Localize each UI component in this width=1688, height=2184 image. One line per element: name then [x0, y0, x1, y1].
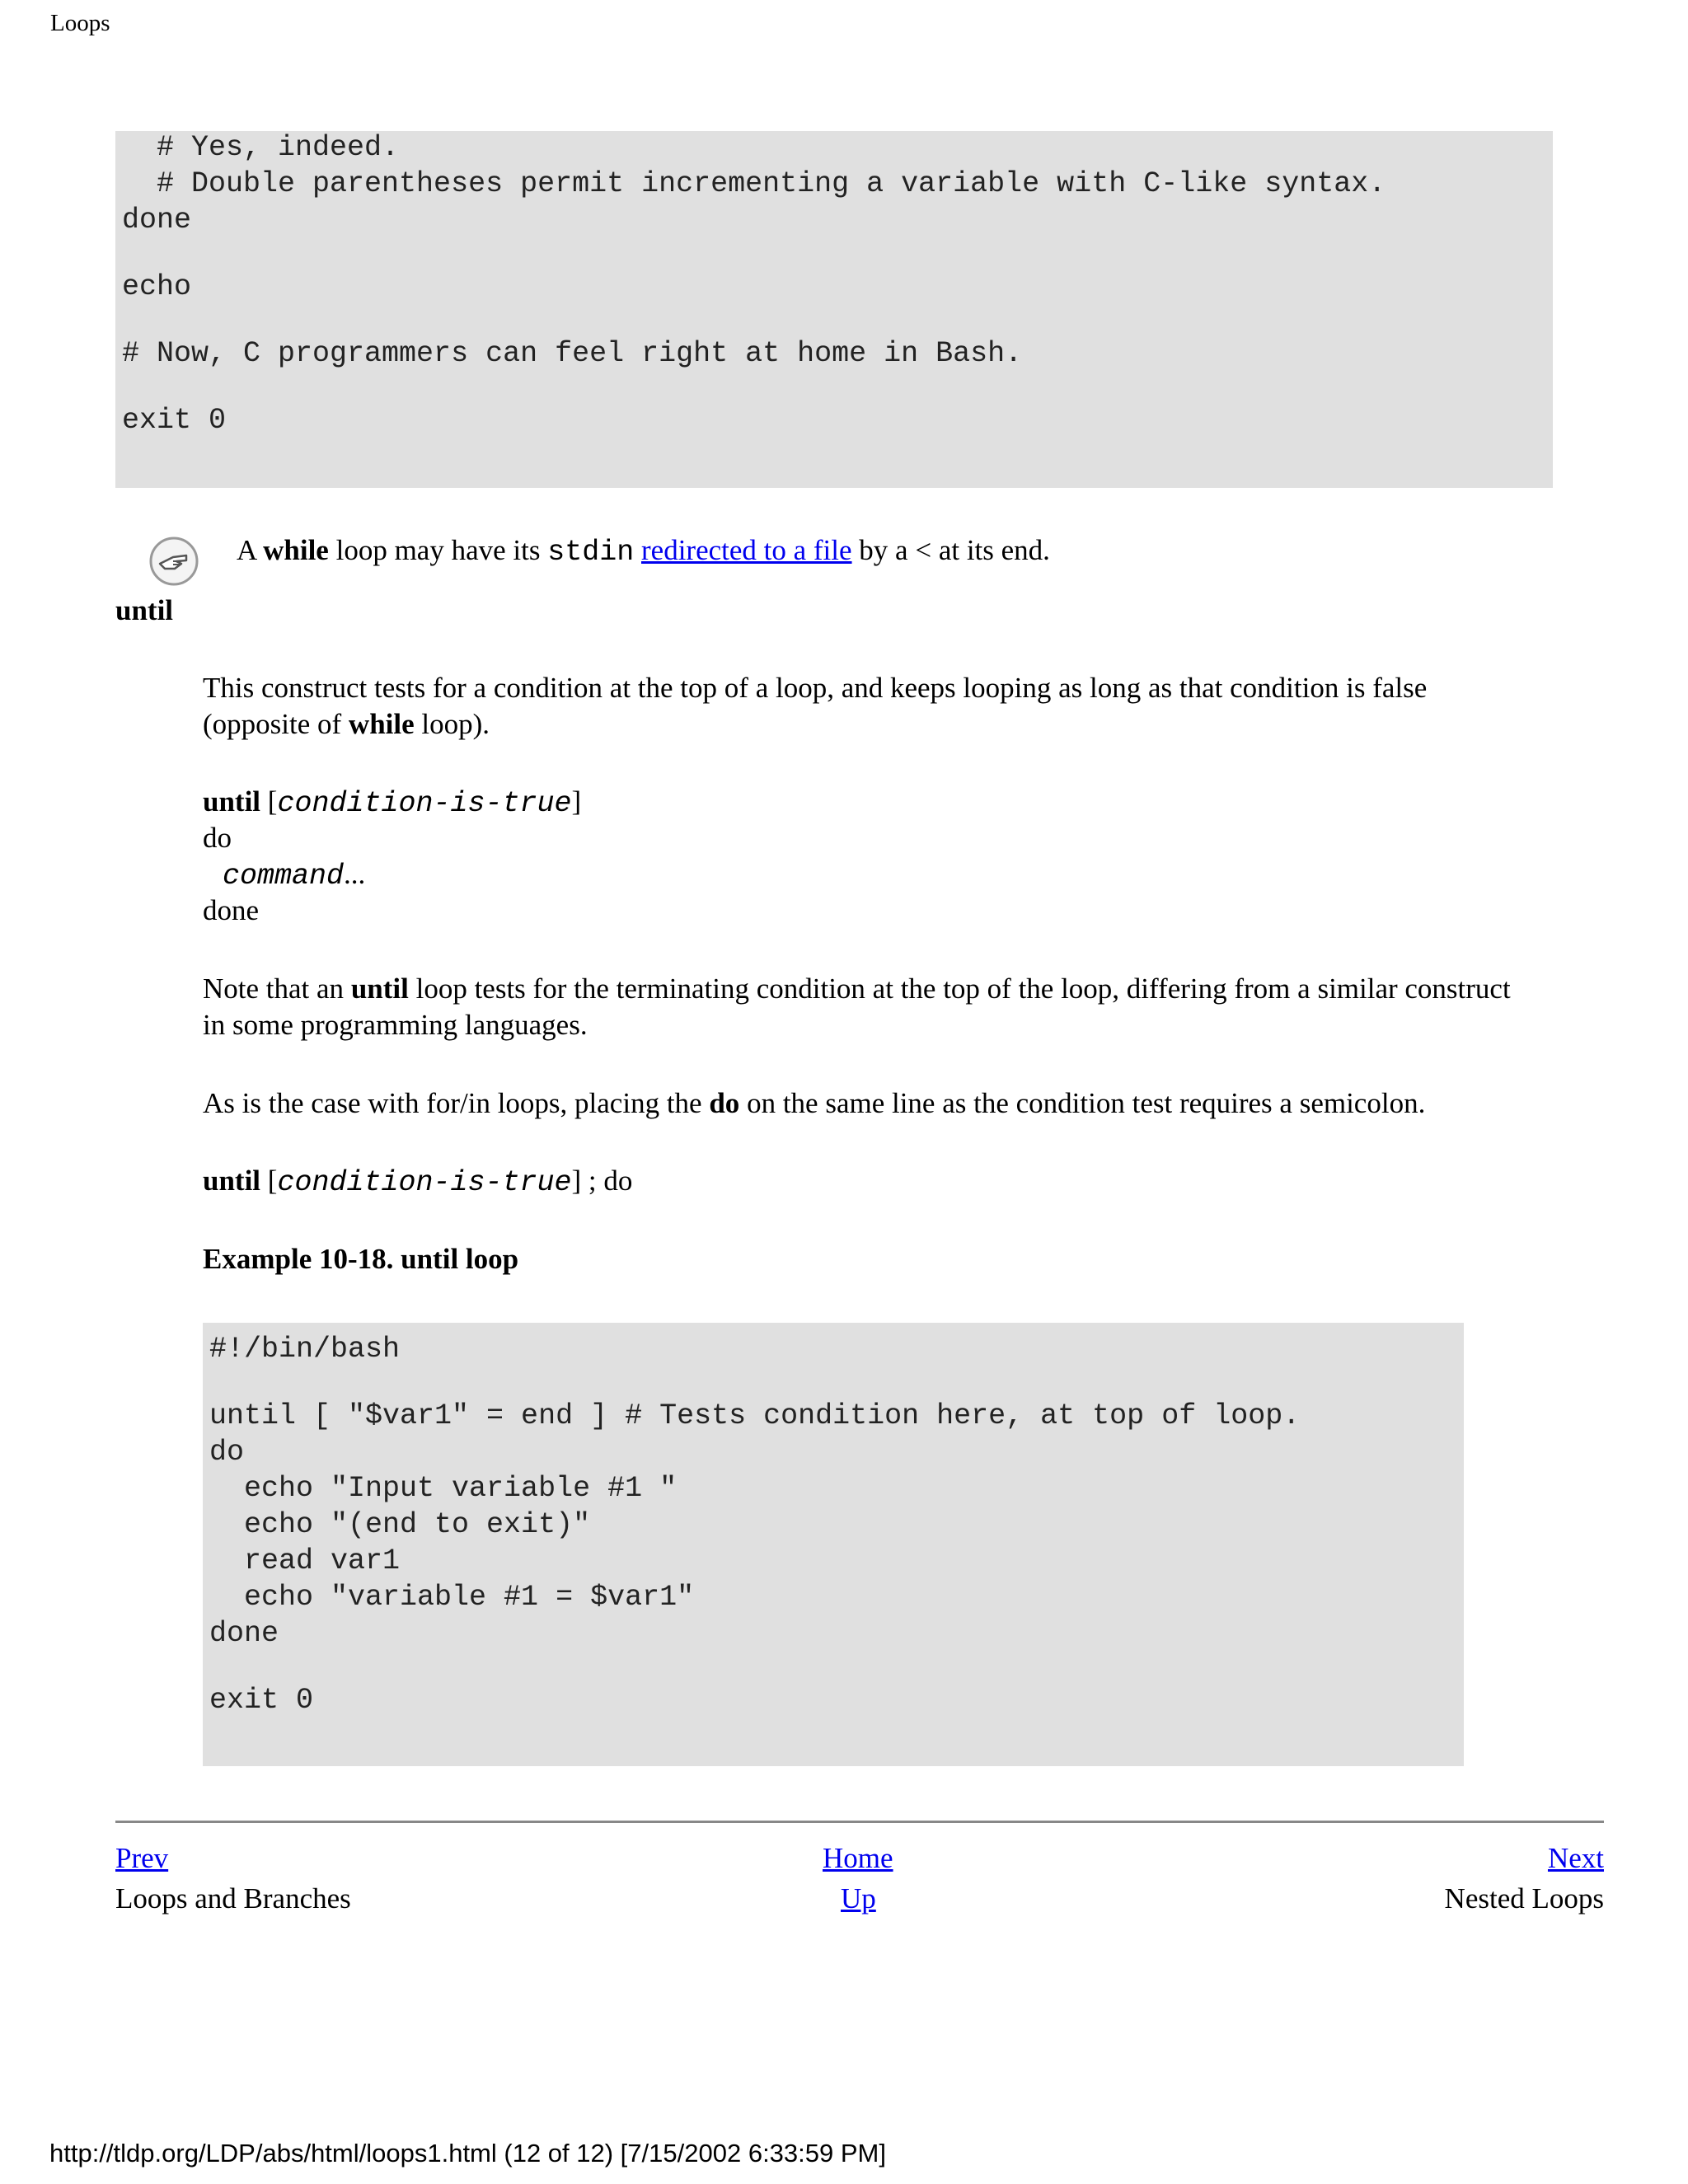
desc-p2-pre: Note that an: [203, 972, 351, 1005]
code-line: do: [209, 1436, 245, 1469]
code-line: read var1: [209, 1544, 401, 1577]
nav-prev-link[interactable]: Prev: [115, 1842, 169, 1874]
code-line: # Yes, indeed.: [122, 131, 400, 164]
until-term: until: [115, 594, 174, 626]
desc-p2-bold: until: [350, 972, 409, 1005]
syntax2-until-kw: until: [203, 1165, 261, 1197]
code-block-example: [203, 1323, 1464, 1766]
code-line: echo: [122, 270, 192, 303]
desc-p1-bold: while: [348, 708, 415, 740]
syntax2-condition: condition-is-true: [277, 1166, 572, 1199]
syntax-ellipsis: ...: [344, 858, 366, 890]
code-line: done: [209, 1617, 279, 1650]
syntax-done: done: [203, 894, 260, 926]
note-text-pre: A: [237, 534, 264, 566]
code-line: exit 0: [209, 1684, 314, 1717]
note-text-post: by a < at its end.: [851, 534, 1050, 566]
note-text: [237, 534, 1050, 569]
note-bold-while: while: [263, 534, 329, 566]
code-line: # Double parentheses permit incrementing a variable with C-like syntax.: [122, 167, 1386, 200]
nav-up-link[interactable]: Up: [841, 1882, 876, 1915]
desc-p2-post: loop tests for the terminating condition at the top of the loop, differing from a similar construct: [408, 972, 1511, 1005]
syntax-open: [: [260, 785, 278, 818]
desc-paragraph-3: [203, 1087, 1425, 1120]
nav-prev-title: Loops and Branches: [115, 1882, 351, 1915]
code-line: until [ "$var1" = end ] # Tests condition here, at top of loop.: [209, 1399, 1301, 1432]
code-line: # Now, C programmers can feel right at home in Bash.: [122, 337, 1023, 370]
code-line: echo "(end to exit)": [209, 1508, 591, 1541]
desc-p3-pre: As is the case with for/in loops, placing the: [203, 1087, 710, 1119]
nav-home-link[interactable]: Home: [823, 1842, 893, 1874]
syntax-until-line: [203, 785, 581, 820]
syntax2-close: ] ; do: [571, 1165, 633, 1197]
page-header-title: Loops: [50, 10, 110, 36]
desc-p3-bold: do: [709, 1087, 740, 1119]
note-stdin-code: stdin: [547, 536, 635, 569]
desc-p1-pre: (opposite of: [203, 708, 349, 740]
desc-paragraph-1-line-2: [203, 708, 490, 741]
code-line: done: [122, 204, 192, 237]
note-text-mid: loop may have its: [328, 534, 548, 566]
syntax-until-kw: until: [203, 785, 261, 818]
redirected-to-file-link[interactable]: redirected to a file: [641, 534, 852, 566]
syntax-command-line: [223, 858, 365, 893]
desc-paragraph-2-line-2: in some programming languages.: [203, 1009, 588, 1041]
syntax2-open: [: [260, 1165, 278, 1197]
syntax-until-semicolon-line: [203, 1165, 632, 1199]
code-block-top: [115, 131, 1553, 488]
nav-next-title: Nested Loops: [1444, 1882, 1604, 1915]
footer-url: http://tldp.org/LDP/abs/html/loops1.html (12 of 12) [7/15/2002 6:33:59 PM]: [49, 2139, 886, 2168]
code-line: echo "variable #1 = $var1": [209, 1581, 695, 1614]
code-line: echo "Input variable #1 ": [209, 1472, 678, 1505]
desc-paragraph-2-line-1: [203, 972, 1511, 1005]
syntax-do: do: [203, 822, 232, 854]
example-title: Example 10-18. until loop: [203, 1243, 519, 1275]
note-hand-icon: [148, 536, 199, 587]
desc-p1-post: loop).: [414, 708, 490, 740]
syntax-condition: condition-is-true: [277, 787, 572, 820]
syntax-close: ]: [571, 785, 582, 818]
syntax-command: command: [223, 860, 345, 893]
code-line: exit 0: [122, 404, 227, 437]
desc-p3-post: on the same line as the condition test requires a semicolon.: [739, 1087, 1426, 1119]
nav-divider: [115, 1821, 1604, 1823]
nav-next-link[interactable]: Next: [1547, 1842, 1604, 1874]
desc-paragraph-1-line-1: This construct tests for a condition at the top of a loop, and keeps looping as long as that condition is false: [203, 672, 1428, 704]
code-line: #!/bin/bash: [209, 1333, 401, 1366]
